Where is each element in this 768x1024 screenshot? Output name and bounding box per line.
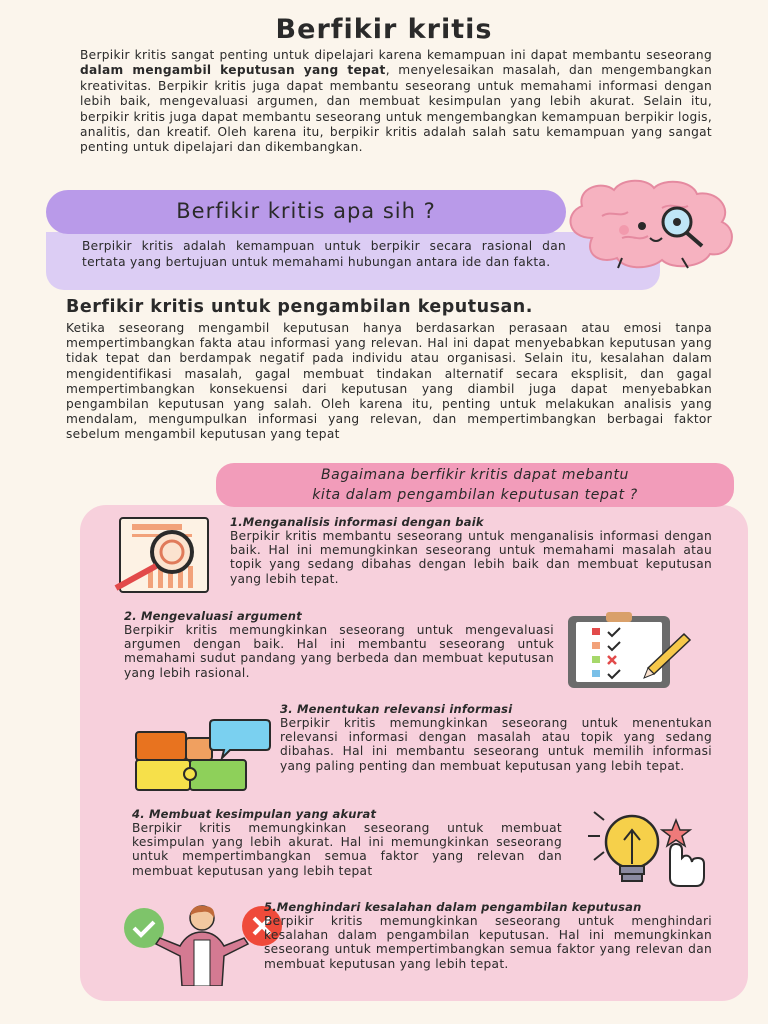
lightbulb-hand-icon [584, 806, 710, 890]
how-heading-line2: kita dalam pengambilan keputusan tepat ? [312, 487, 638, 503]
intro-text-start: Berpikir kritis sangat penting untuk dipelajari karena kemampuan ini dapat membantu seseorang [80, 48, 712, 62]
item-1-text: Berpikir kritis membantu seseorang untuk menganalisis informasi dengan baik. Hal ini memungkinkan seseorang untuk memahami masalah atau topik yang sedang dibahas dengan lebih baik dan membuat keputusan yang lebih tepat. [230, 529, 712, 586]
item-4-title: 4. Membuat kesimpulan yang akurat [132, 807, 377, 821]
item-4-text: Berpikir kritis memungkinkan seseorang untuk membuat kesimpulan yang lebih akurat. Hal ini memungkinkan seseorang untuk mempertimbangkan semua faktor yang relevan dan membuat keputusan yang lebih tepat [132, 821, 562, 878]
how-heading [216, 463, 734, 505]
item-5-title: 5.Menghindari kesalahan dalam pengambilan keputusan [264, 900, 642, 914]
item-3-text: Berpikir kritis memungkinkan seseorang untuk menentukan relevansi informasi dengan masalah atau topik yang sedang dibahas. Hal ini membantu seseorang untuk memilih informasi yang paling penting dan membuat keputusan yang lebih tepat. [280, 716, 712, 773]
puzzle-chat-icon [130, 716, 274, 794]
definition-text: Berpikir kritis adalah kemampuan untuk berpikir secara rasional dan tertata yang bertujuan untuk memahami hubungan antara ide dan fakta. [82, 239, 566, 269]
clipboard-checklist-icon [566, 610, 692, 690]
document-magnifier-icon [112, 514, 216, 596]
intro-bold-text: dalam mengambil keputusan yang tepat [80, 63, 386, 78]
page-title: Berfikir kritis [275, 14, 493, 45]
decision-heading: Berfikir kritis untuk pengambilan keputusan. [66, 297, 533, 317]
how-heading-line1: Bagaimana berfikir kritis dapat mebantu [320, 467, 630, 483]
definition-heading: Berfikir kritis apa sih ? [176, 199, 436, 223]
intro-paragraph [80, 48, 712, 156]
decision-paragraph: Ketika seseorang mengambil keputusan hanya berdasarkan perasaan atau emosi tanpa mempertimbangkan fakta atau informasi yang relevan. Hal ini dapat menyebabkan keputusan yang tidak tepat dan berdampak negatif pada individu atau organisasi. Selain itu, kesalahan dalam mengidentifikasi masalah, gagal membuat tindakan alternatif secara eksplisit, dan gagal mempertimbangkan konsekuensi dari keputusan yang diambil juga dapat menyebabkan pengambilan keputusan yang salah. Oleh karena itu, penting untuk melakukan analisis yang mendalam, mengumpulkan informasi yang relevan, dan mempertimbangkan berbagai faktor sebelum mengambil keputusan yang tepat [66, 321, 712, 442]
intro-text-end: , menyelesaikan masalah, dan mengembangkan kreativitas. Berpikir kritis juga dapat membantu seseorang untuk memahami informasi dengan lebih baik, mengevaluasi argumen, dan membuat kesimpulan yang lebih akurat. Selain itu, berpikir kritis juga dapat membantu seseorang untuk mengembangkan kemampuan berpikir logis, analitis, dan kreatif. Oleh karena itu, berpikir kritis adalah salah satu kemampuan yang sangat penting untuk dipelajari dan dikembangkan. [80, 63, 712, 155]
item-3-title: 3. Menentukan relevansi informasi [280, 702, 513, 716]
woman-check-cross-icon [120, 904, 286, 986]
item-2-text: Berpikir kritis memungkinkan seseorang untuk mengevaluasi argumen dengan baik. Hal ini membantu seseorang untuk memahami sudut pandang yang berbeda dan membuat keputusan yang lebih rasional. [124, 623, 554, 680]
brain-magnifier-icon [562, 178, 752, 270]
item-5-text: Berpikir kritis memungkinkan seseorang untuk menghindari kesalahan dalam pengambilan keputusan. Hal ini memungkinkan seseorang untuk mempertimbangkan semua faktor yang relevan dan membuat keputusan yang lebih tepat. [264, 914, 712, 971]
item-1-title: 1.Menganalisis informasi dengan baik [230, 515, 484, 529]
item-2-title: 2. Mengevaluasi argument [124, 609, 302, 623]
